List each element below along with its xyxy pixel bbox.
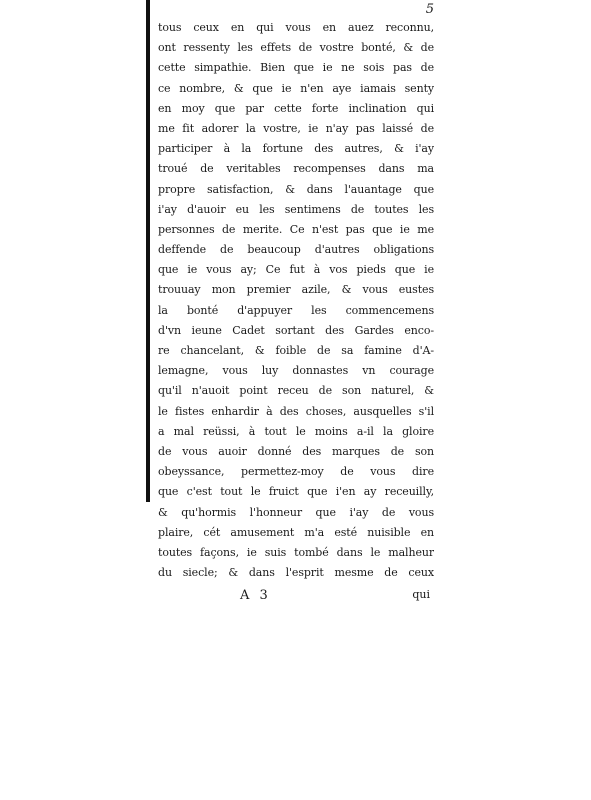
text-line: trouuay mon premier azile, & vous eustes	[158, 283, 434, 297]
text-line: propre satisfaction, & dans l'auantage que	[158, 182, 434, 196]
text-line: du siecle; & dans l'esprit mesme de ceux	[158, 566, 434, 580]
text-line: obeyssance, permettez-moy de vous dire	[158, 465, 434, 479]
text-line: qu'il n'auoit point receu de son naturel, &	[158, 384, 434, 398]
body-text	[158, 18, 434, 583]
text-line: plaire, cét amusement m'a esté nuisible en	[158, 525, 434, 539]
text-line: i'ay d'auoir eu les sentimens de toutes les	[158, 202, 434, 216]
page-number: 5	[425, 2, 434, 17]
text-line: & qu'hormis l'honneur que i'ay de vous	[158, 505, 434, 519]
text-line: le fistes enhardir à des choses, ausquelles s'il	[158, 404, 434, 418]
text-line: de vous auoir donné des marques de son	[158, 444, 434, 458]
text-line: troué de veritables recompenses dans ma	[158, 162, 434, 176]
text-line: re chancelant, & foible de sa famine d'A-	[158, 344, 434, 357]
text-line: participer à la fortune des autres, & i'ay	[158, 142, 434, 156]
book-page	[158, 4, 434, 607]
text-line: ce nombre, & que ie n'en aye iamais senty	[158, 81, 434, 95]
text-line: deffende de beaucoup d'autres obligations	[158, 243, 434, 257]
text-line: a mal reüssi, à tout le moins a-il la gloire	[158, 424, 434, 438]
text-line: personnes de merite. Ce n'est pas que ie me	[158, 222, 434, 236]
text-line: ont ressenty les effets de vostre bonté, & de	[158, 41, 434, 55]
text-line: cette simpathie. Bien que ie ne sois pas de	[158, 61, 434, 75]
text-line: d'vn ieune Cadet sortant des Gardes enco-	[158, 323, 434, 337]
text-line: toutes façons, ie suis tombé dans le malheur	[158, 545, 434, 559]
text-line: que c'est tout le fruict que i'en ay receuilly,	[158, 485, 434, 499]
text-line: me fit adorer la vostre, ie n'ay pas laissé de	[158, 121, 434, 135]
signature-mark: A 3	[240, 588, 271, 604]
text-line: lemagne, vous luy donnastes vn courage	[158, 364, 434, 378]
catchword: qui	[412, 588, 430, 602]
text-line: en moy que par cette forte inclination qui	[158, 101, 434, 115]
text-line: que ie vous ay; Ce fut à vos pieds que ie	[158, 263, 434, 277]
text-line: la bonté d'appuyer les commencemens	[158, 303, 434, 317]
text-line: tous ceux en qui vous en auez reconnu,	[158, 21, 434, 34]
page-footer	[158, 585, 434, 607]
binding-edge	[146, 0, 150, 502]
